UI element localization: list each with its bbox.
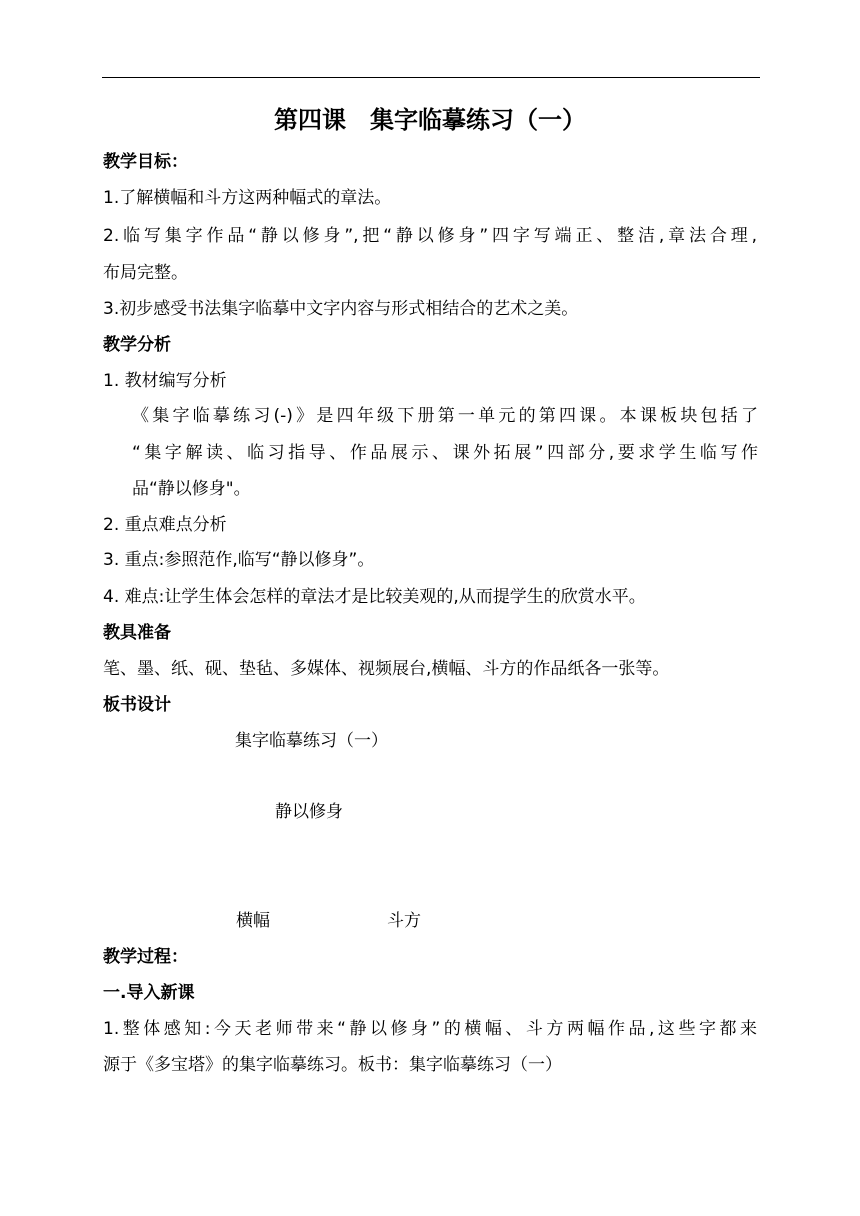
objective-item: 1.了解横幅和斗方这两种幅式的章法。 (103, 188, 392, 208)
objective-item: 布局完整。 (103, 263, 188, 283)
process-line: 1.整体感知:今天老师带来“静以修身”的横幅、斗方两幅作品,这些字都来 (103, 1019, 757, 1039)
key-point: 3. 重点:参照范作,临写“静以修身”。 (103, 550, 375, 570)
analysis-subheading: 1. 教材编写分析 (103, 371, 227, 391)
analysis-paragraph-line: 《集字临摹练习(-)》是四年级下册第一单元的第四课。本课板块包括了 (132, 406, 758, 426)
difficult-point: 4. 难点:让学生体会怎样的章法才是比较美观的,从而提学生的欣赏水平。 (103, 587, 646, 607)
process-subheading: 一.导入新课 (103, 983, 195, 1003)
analysis-paragraph-line: “集字解读、临习指导、作品展示、课外拓展”四部分,要求学生临写作 (132, 443, 758, 463)
analysis-subheading: 2. 重点难点分析 (103, 515, 227, 535)
page-title: 第四课 集字临摹练习（一） (274, 106, 586, 134)
header-rule (102, 77, 760, 78)
board-heading: 板书设计 (103, 695, 171, 715)
objectives-heading: 教学目标： (103, 152, 188, 172)
board-square-format: 斗方 (387, 911, 421, 931)
process-heading: 教学过程： (103, 947, 188, 967)
analysis-paragraph-line: 品“静以修身"。 (132, 479, 251, 499)
materials-heading: 教具准备 (103, 623, 171, 643)
objective-item: 3.初步感受书法集字临摹中文字内容与形式相结合的艺术之美。 (103, 299, 579, 319)
objective-item: 2.临写集字作品“静以修身”,把“静以修身”四字写端正、整洁,章法合理, (103, 226, 757, 246)
analysis-heading: 教学分析 (103, 335, 171, 355)
process-line: 源于《多宝塔》的集字临摹练习。板书：集字临摹练习（一） (103, 1055, 562, 1075)
board-phrase: 静以修身 (275, 802, 343, 822)
materials-text: 笔、墨、纸、砚、垫毡、多媒体、视频展台,横幅、斗方的作品纸各一张等。 (103, 659, 670, 679)
board-horizontal-scroll: 横幅 (236, 911, 270, 931)
board-title: 集字临摹练习（一） (235, 731, 388, 751)
